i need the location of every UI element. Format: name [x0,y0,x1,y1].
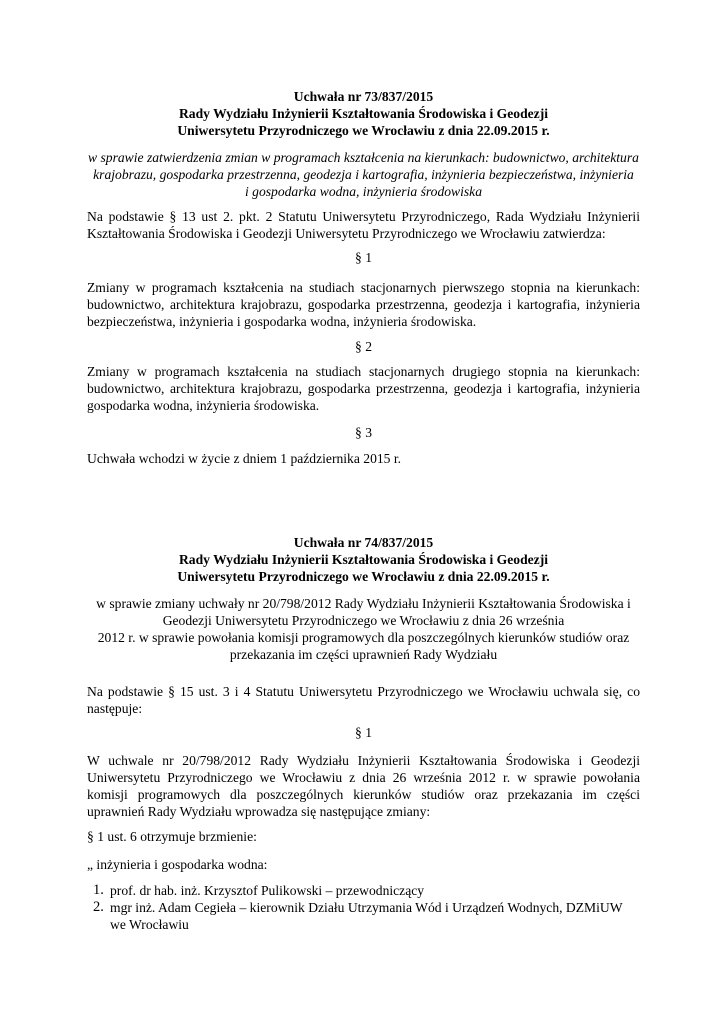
list-item-text: mgr inż. Adam Cegieła – kierownik Działu Utrzymania Wód i Urządzeń Wodnych, DZMiUW we Wrocławiu [110,900,623,932]
subject-line: w sprawie zatwierdzenia zmian w programach kształcenia na kierunkach: budownictwo, architektura [88,150,639,165]
resolution-73-university-date: Uniwersytetu Przyrodniczego we Wrocławiu z dnia 22.09.2015 r. [177,123,550,138]
subject-line: przekazania im części uprawnień Rady Wydziału [229,647,498,662]
committee-member-list [87,882,640,933]
list-item [87,899,640,933]
subject-line: krajobrazu, gospodarka przestrzenna, geodezja i kartografia, inżynieria bezpieczeństwa, inżynieria [93,167,634,182]
resolution-74-amend-line: § 1 ust. 6 otrzymuje brzmienie: [87,829,257,844]
resolution-73-section-3-label: § 3 [355,425,372,440]
resolution-73-council: Rady Wydziału Inżynierii Kształtowania Środowiska i Geodezji [178,106,549,121]
resolution-73-section-3-text: Uchwała wchodzi w życie z dniem 1 października 2015 r. [87,451,402,466]
resolution-74-section-1-text: W uchwale nr 20/798/2012 Rady Wydziału Inżynierii Kształtowania Środowiska i Geodezji Uniwersytetu Przyrodniczego we Wrocławiu z dnia 26 września 2012 r. w sprawie powołania komisji programowych dla poszczególnych kierunków studiów oraz przekazania im części uprawnień Rady Wydziału wprowadza się następujące zmiany: [87,753,640,819]
list-item-number: 1. [93,882,104,898]
resolution-74-subject [87,595,640,663]
resolution-73-section-2-label: § 2 [355,339,372,354]
resolution-73-section-1-label: § 1 [355,250,372,265]
subject-line: w sprawie zmiany uchwały nr 20/798/2012 Rady Wydziału Inżynierii Kształtowania Środowiska i [96,596,631,611]
resolution-73-basis: Na podstawie § 13 ust 2. pkt. 2 Statutu Uniwersytetu Przyrodniczego, Rada Wydziału Inżynierii Kształtowania Środowiska i Geodezji Uniwersytetu Przyrodniczego we Wrocławiu zatwierdza: [87,209,640,241]
subject-line: Geodezji Uniwersytetu Przyrodniczego we Wrocławiu z dnia 26 września [162,613,565,628]
resolution-74-university-date: Uniwersytetu Przyrodniczego we Wrocławiu z dnia 22.09.2015 r. [177,569,550,584]
resolution-74-header [87,534,640,585]
resolution-74-quote-line: „ inżynieria i gospodarka wodna: [87,857,268,872]
list-item-text: prof. dr hab. inż. Krzysztof Pulikowski – przewodniczący [110,883,425,898]
resolution-73-section-1-text: Zmiany w programach kształcenia na studiach stacjonarnych pierwszego stopnia na kierunkach: budownictwo, architektura krajobrazu, gospodarka przestrzenna, geodezja i kartografia, inżynieria bezpieczeństwa, inżynieria i gospodarka wodna, inżynieria środowiska. [87,280,640,329]
resolution-73-title: Uchwała nr 73/837/2015 [293,89,434,104]
resolution-74-council: Rady Wydziału Inżynierii Kształtowania Środowiska i Geodezji [178,552,549,567]
subject-line: i gospodarka wodna, inżynieria środowiska [244,184,482,199]
resolution-73-subject [87,149,640,200]
resolution-74-basis: Na podstawie § 15 ust. 3 i 4 Statutu Uniwersytetu Przyrodniczego we Wrocławiu uchwala się, co następuje: [87,684,640,716]
resolution-73-section-2-text: Zmiany w programach kształcenia na studiach stacjonarnych drugiego stopnia na kierunkach: budownictwo, architektura krajobrazu, gospodarka przestrzenna, geodezja i kartografia, inżynieria gospodarka wodna, inżynieria środowiska. [87,364,640,413]
resolution-74-title: Uchwała nr 74/837/2015 [293,535,434,550]
resolution-74-section-1-label: § 1 [355,725,372,740]
list-item [87,882,640,899]
subject-line: 2012 r. w sprawie powołania komisji programowych dla poszczególnych kierunków studiów oraz [97,630,630,645]
resolution-73-header [87,88,640,139]
list-item-number: 2. [93,899,104,915]
